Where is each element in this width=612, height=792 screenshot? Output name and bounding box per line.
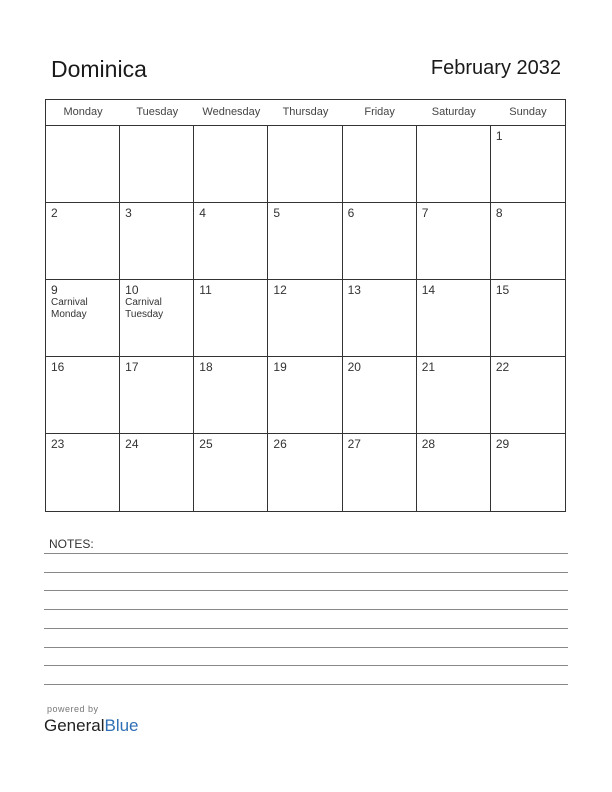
note-line — [44, 609, 568, 610]
day-number: 1 — [495, 129, 503, 143]
note-line — [44, 665, 568, 666]
day-cell — [268, 357, 342, 434]
day-number: 25 — [199, 437, 213, 451]
note-line — [44, 572, 568, 573]
weekday-header: Monday — [63, 106, 103, 118]
note-line — [44, 647, 568, 648]
weekday-header: Saturday — [431, 106, 476, 118]
day-cell — [268, 434, 342, 511]
day-cell — [46, 203, 120, 280]
day-number: 18 — [199, 360, 213, 374]
day-number: 24 — [125, 437, 139, 451]
day-cell — [46, 434, 120, 511]
brand-blue: Blue — [104, 716, 139, 735]
day-cell — [46, 357, 120, 434]
day-number: 29 — [495, 437, 510, 451]
day-number: 5 — [273, 206, 281, 220]
day-cell — [268, 203, 342, 280]
day-cell — [268, 280, 342, 357]
day-cell — [194, 126, 268, 203]
notes-label: NOTES: — [49, 537, 94, 551]
day-number: 21 — [421, 360, 436, 374]
powered-by-text: powered by — [47, 704, 99, 714]
day-cell — [120, 357, 194, 434]
day-cell — [491, 126, 565, 203]
day-number: 11 — [199, 283, 212, 297]
note-line — [44, 628, 568, 629]
day-cell — [417, 434, 491, 511]
day-cell — [120, 126, 194, 203]
day-number: 22 — [495, 360, 510, 374]
day-cell — [194, 434, 268, 511]
day-number: 27 — [347, 437, 361, 451]
day-number: 14 — [421, 283, 436, 297]
day-cell — [46, 280, 120, 357]
day-cell — [417, 357, 491, 434]
day-number: 19 — [273, 360, 287, 374]
brand-general: General — [44, 716, 105, 735]
day-cell — [417, 126, 491, 203]
day-number: 13 — [347, 283, 361, 297]
note-line — [44, 590, 568, 591]
day-cell — [120, 280, 194, 357]
day-number: 8 — [495, 206, 503, 220]
day-cell — [417, 203, 491, 280]
weekday-header: Tuesday — [136, 106, 179, 118]
weekday-header: Sunday — [509, 106, 547, 118]
day-number: 15 — [495, 283, 510, 297]
day-cell — [491, 357, 565, 434]
country-title: Dominica — [51, 56, 147, 82]
day-number: 2 — [51, 206, 58, 220]
day-cell — [491, 203, 565, 280]
day-cell — [194, 203, 268, 280]
day-cell — [120, 434, 194, 511]
day-cell — [343, 126, 417, 203]
day-cell — [343, 280, 417, 357]
day-cell — [120, 203, 194, 280]
note-line — [44, 553, 568, 554]
month-year-title: February 2032 — [430, 57, 561, 79]
day-cell — [46, 126, 120, 203]
day-cell — [194, 280, 268, 357]
day-number: 10 — [125, 283, 139, 297]
weekday-header: Wednesday — [202, 106, 261, 118]
weekday-header: Friday — [364, 106, 395, 118]
holiday-label: Carnival Tuesday — [125, 297, 164, 320]
weekday-header: Thursday — [282, 106, 329, 118]
day-cell — [343, 357, 417, 434]
day-number: 26 — [273, 437, 287, 451]
day-number: 9 — [51, 283, 58, 297]
day-cell — [343, 434, 417, 511]
day-cell — [343, 203, 417, 280]
day-number: 6 — [347, 206, 355, 220]
day-cell — [491, 280, 565, 357]
weekday-header-row — [46, 100, 565, 126]
day-number: 23 — [51, 437, 65, 451]
day-cell — [268, 126, 342, 203]
brand-logo — [44, 716, 139, 736]
day-number: 17 — [125, 360, 139, 374]
note-line — [44, 684, 568, 685]
day-number: 28 — [421, 437, 436, 451]
day-cell — [491, 434, 565, 511]
calendar-grid — [46, 126, 565, 511]
day-number: 4 — [199, 206, 206, 220]
day-number: 7 — [421, 206, 429, 220]
day-number: 12 — [273, 283, 287, 297]
day-cell — [194, 357, 268, 434]
holiday-label: Carnival Monday — [51, 297, 88, 320]
calendar-table — [45, 99, 566, 512]
day-number: 3 — [125, 206, 132, 220]
day-number: 16 — [51, 360, 65, 374]
day-cell — [417, 280, 491, 357]
day-number: 20 — [347, 360, 361, 374]
